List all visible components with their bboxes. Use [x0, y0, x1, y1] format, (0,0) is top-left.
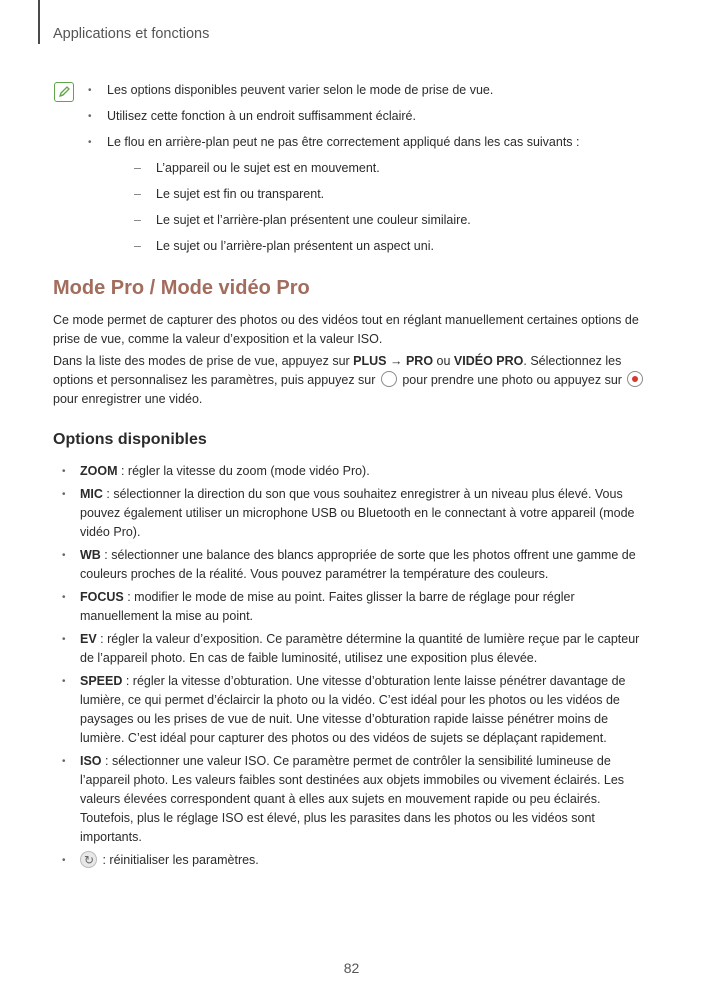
- note-sub-list: [107, 160, 668, 255]
- option-text: : sélectionner une balance des blancs appropriée de sorte que les photos offrent une gamme de couleurs proches de la réalité. Vous pouvez paramétrer la température des couleurs.: [80, 548, 636, 581]
- note-item-text: Le flou en arrière-plan peut ne pas être correctement appliqué dans les cas suivants :: [107, 135, 580, 149]
- note-item: • Les options disponibles peuvent varier selon le mode de prise de vue.: [88, 82, 668, 99]
- note-item: • Utilisez cette fonction à un endroit suffisamment éclairé.: [88, 108, 668, 125]
- capture-button-icon: [381, 371, 397, 387]
- page-header-title: Applications et fonctions: [53, 26, 210, 42]
- option-item-ev: [62, 630, 652, 668]
- note-sub-item: – L’appareil ou le sujet est en mouvement.: [107, 160, 668, 177]
- section-instructions: [53, 352, 653, 409]
- options-heading: Options disponibles: [53, 431, 207, 448]
- header-rule: [38, 0, 40, 44]
- options-list: [62, 462, 652, 874]
- instr-text: Dans la liste des modes de prise de vue, appuyez sur: [53, 354, 354, 368]
- video-pro-label: VIDÉO PRO: [453, 354, 524, 368]
- section-intro: Ce mode permet de capturer des photos ou des vidéos tout en réglant manuellement certaines options de prise de vue, comme la valeur d’exposition et la valeur ISO.: [53, 313, 639, 346]
- arrow-text: →: [386, 354, 406, 368]
- option-text: : réinitialiser les paramètres.: [99, 853, 259, 867]
- option-term: SPEED: [80, 674, 123, 688]
- option-text: : sélectionner la direction du son que vous souhaitez enregistrer à un niveau plus élevé. Vous pouvez également utiliser un microphone USB ou Bluetooth en le connectant à votre appareil (mode vidéo Pro).: [80, 487, 635, 539]
- note-sub-item: – Le sujet est fin ou transparent.: [107, 186, 668, 203]
- section-title: Mode Pro / Mode vidéo Pro: [53, 277, 310, 299]
- option-text: : sélectionner une valeur ISO. Ce paramètre permet de contrôler la sensibilité lumineuse de l’appareil photo. Les valeurs faibles sont destinées aux objets immobiles ou vivement éclairés. Les valeurs élevées correspondent quant à elles aux sujets en mouvement rapide ou peu éclairés. Toutefois, plus le réglage ISO est élevé, plus les parasites dans les photos ou les vidéos sont importants.: [80, 754, 625, 844]
- option-text: : régler la vitesse d’obturation. Une vitesse d’obturation lente laisse pénétrer davantage de lumière, ce qui permet d’éclaircir la photo ou la vidéo. C’est idéal pour les photos ou les vidéos de paysages ou les prises de vue de nuit. Une vitesse d’obturation rapide laisse pénétrer moins de lumière. C’est idéal pour capturer des photos ou des vidéos de sujets se déplaçant rapidement.: [80, 674, 626, 745]
- option-text: : régler la valeur d’exposition. Ce paramètre détermine la quantité de lumière reçue par le capteur de l’appareil photo. En cas de faible luminosité, utilisez une exposition plus élevée.: [80, 632, 640, 665]
- option-item-mic: [62, 485, 652, 542]
- option-term: FOCUS: [80, 590, 124, 604]
- or-text: ou: [433, 354, 454, 368]
- instr-text: pour prendre une photo ou appuyez sur: [398, 373, 626, 387]
- reset-icon: • ↻: [80, 851, 97, 868]
- option-item-focus: [62, 588, 652, 626]
- note-sub-item: – Le sujet ou l’arrière-plan présentent un aspect uni.: [107, 238, 668, 255]
- instr-text: . Sélectionnez les options et personnalisez les paramètres, puis appuyez sur: [53, 354, 622, 387]
- option-text: : modifier le mode de mise au point. Faites glisser la barre de réglage pour régler manuellement la mise au point.: [80, 590, 575, 623]
- notes-list: [88, 82, 668, 264]
- option-term: ZOOM: [80, 464, 118, 478]
- option-item-wb: [62, 546, 652, 584]
- option-item-speed: [62, 672, 652, 748]
- option-term: ISO: [80, 754, 102, 768]
- option-item-reset: [62, 851, 652, 870]
- instr-text: pour enregistrer une vidéo.: [53, 392, 203, 406]
- option-term: WB: [80, 548, 101, 562]
- option-term: EV: [80, 632, 97, 646]
- note-sub-item: – Le sujet et l’arrière-plan présentent une couleur similaire.: [107, 212, 668, 229]
- option-item-zoom: [62, 462, 652, 481]
- page-number: 82: [343, 960, 360, 976]
- option-item-iso: [62, 752, 652, 847]
- note-item: [88, 134, 668, 255]
- note-pencil-icon: [54, 82, 74, 102]
- option-text: : régler la vitesse du zoom (mode vidéo Pro).: [117, 464, 370, 478]
- pro-label: PRO: [405, 354, 434, 368]
- record-button-icon: [627, 371, 643, 387]
- option-term: MIC: [80, 487, 103, 501]
- plus-label: PLUS: [353, 354, 387, 368]
